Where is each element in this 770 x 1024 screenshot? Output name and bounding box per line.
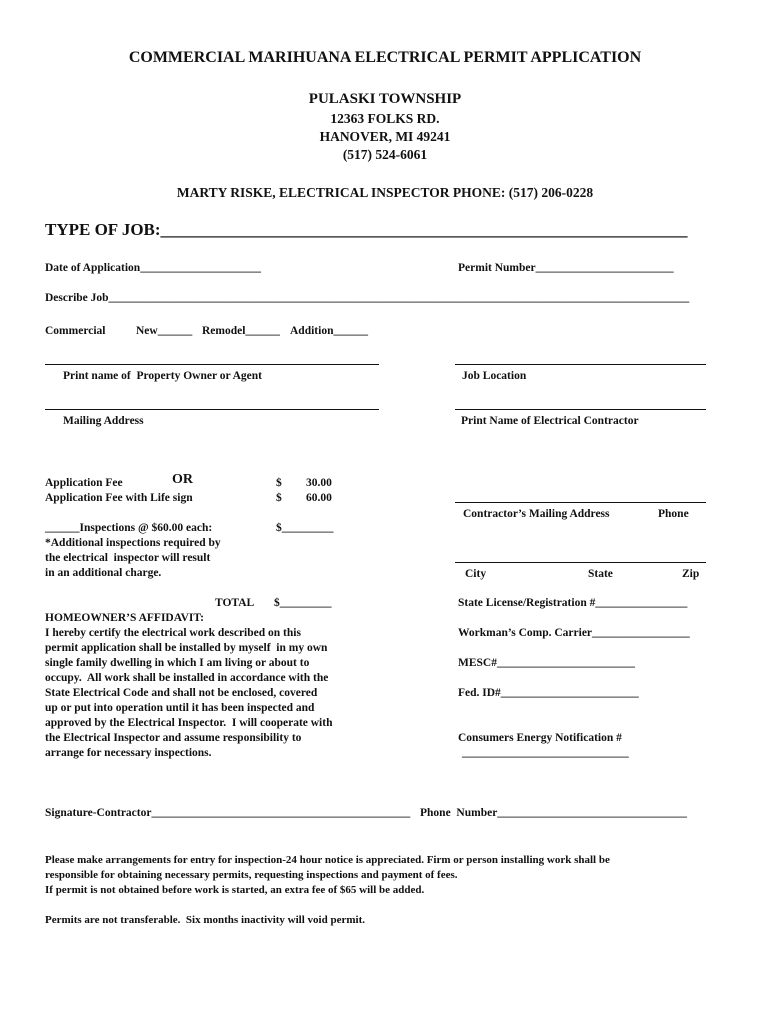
- notes-line: Please make arrangements for entry for inspection-24 hour notice is appreciated. Firm or person installing work shall be: [45, 854, 610, 866]
- total-label: TOTAL: [215, 597, 255, 609]
- date-of-application-field[interactable]: Date of Application_____________________: [45, 262, 261, 274]
- contractor-phone-label: Phone: [658, 508, 689, 520]
- page-title: COMMERCIAL MARIHUANA ELECTRICAL PERMIT APPLICATION: [128, 49, 642, 66]
- city-label: City: [465, 568, 487, 580]
- affidavit-line: occupy. All work shall be installed in accordance with the: [45, 672, 329, 684]
- job-location-label: Job Location: [462, 370, 527, 382]
- application-fee-life-sign-label: Application Fee with Life sign: [45, 492, 193, 504]
- affidavit-line: up or put into operation until it has been inspected and: [45, 702, 315, 714]
- township-address-line2: HANOVER, MI 49241: [319, 129, 451, 144]
- affidavit-title: HOMEOWNER’S AFFIDAVIT:: [45, 612, 204, 624]
- owner-name-label: Print name of Property Owner or Agent: [63, 370, 262, 382]
- affidavit-line: State Electrical Code and shall not be enclosed, covered: [45, 687, 318, 699]
- or-label: OR: [172, 472, 193, 487]
- addition-field[interactable]: Addition______: [290, 325, 368, 337]
- state-label: State: [588, 568, 613, 580]
- notes-line: responsible for obtaining necessary permits, requesting inspections and payment of fees.: [45, 869, 458, 881]
- township-address-line1: 12363 FOLKS RD.: [330, 111, 440, 126]
- application-fee-amount: 30.00: [306, 477, 332, 489]
- contractor-mailing-label: Contractor’s Mailing Address: [463, 508, 610, 520]
- new-field[interactable]: New______: [136, 325, 193, 337]
- affidavit-line: I hereby certify the electrical work described on this: [45, 627, 301, 639]
- township-phone: (517) 524-6061: [342, 147, 428, 162]
- fee-dollar-sign: $: [276, 477, 282, 489]
- contractor-mailing-line[interactable]: [455, 502, 706, 503]
- township-name: PULASKI TOWNSHIP: [308, 91, 462, 107]
- city-state-zip-line[interactable]: [455, 562, 706, 563]
- total-amount-field[interactable]: $_________: [274, 597, 332, 609]
- additional-note-line: *Additional inspections required by: [45, 537, 221, 549]
- signature-phone-field[interactable]: Phone Number_________________________________: [420, 807, 688, 819]
- contractor-name-line[interactable]: [455, 409, 706, 410]
- permit-number-field[interactable]: Permit Number________________________: [458, 262, 674, 274]
- type-of-job-field[interactable]: TYPE OF JOB:______________________________________________________________: [45, 220, 688, 239]
- describe-job-field[interactable]: Describe Job_____________________________________________________________________________________________________: [45, 292, 690, 304]
- inspections-count-field[interactable]: ______Inspections @ $60.00 each:: [45, 522, 213, 534]
- additional-note-line: the electrical inspector will result: [45, 552, 211, 564]
- fed-id-field[interactable]: Fed. ID#________________________: [458, 687, 639, 699]
- zip-label: Zip: [682, 568, 700, 580]
- fee-dollar-sign: $: [276, 492, 282, 504]
- additional-note-line: in an additional charge.: [45, 567, 162, 579]
- application-fee-life-sign-amount: 60.00: [306, 492, 332, 504]
- workmans-comp-field[interactable]: Workman’s Comp. Carrier_________________: [458, 627, 690, 639]
- affidavit-line: approved by the Electrical Inspector. I will cooperate with: [45, 717, 333, 729]
- application-fee-label: Application Fee: [45, 477, 123, 489]
- contractor-name-label: Print Name of Electrical Contractor: [461, 415, 639, 427]
- state-license-field[interactable]: State License/Registration #________________: [458, 597, 688, 609]
- affidavit-line: single family dwelling in which I am living or about to: [45, 657, 310, 669]
- contractor-signature-field[interactable]: Signature-Contractor_____________________________________________: [45, 807, 411, 819]
- owner-name-line[interactable]: [45, 364, 379, 365]
- affidavit-line: the Electrical Inspector and assume responsibility to: [45, 732, 302, 744]
- job-location-line[interactable]: [455, 364, 706, 365]
- not-transferable-note: Permits are not transferable. Six months inactivity will void permit.: [45, 914, 365, 926]
- affidavit-line: permit application shall be installed by myself in my own: [45, 642, 328, 654]
- inspector-contact: MARTY RISKE, ELECTRICAL INSPECTOR PHONE: (517) 206-0228: [176, 185, 594, 200]
- remodel-field[interactable]: Remodel______: [202, 325, 280, 337]
- mesc-field[interactable]: MESC#________________________: [458, 657, 635, 669]
- commercial-label: Commercial: [45, 325, 106, 337]
- consumers-energy-field[interactable]: _____________________________: [462, 747, 629, 759]
- inspections-amount-field[interactable]: $_________: [276, 522, 334, 534]
- notes-line: If permit is not obtained before work is started, an extra fee of $65 will be added.: [45, 884, 425, 896]
- mailing-address-line[interactable]: [45, 409, 379, 410]
- consumers-energy-label: Consumers Energy Notification #: [458, 732, 622, 744]
- mailing-address-label: Mailing Address: [63, 415, 144, 427]
- affidavit-line: arrange for necessary inspections.: [45, 747, 212, 759]
